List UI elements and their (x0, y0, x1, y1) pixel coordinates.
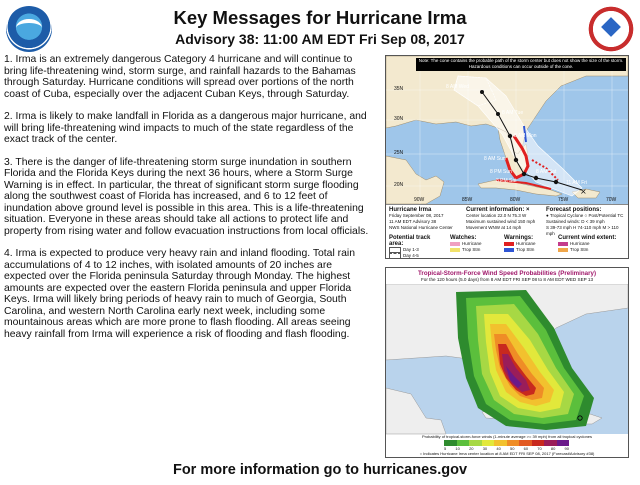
key-message-1: 1. Irma is an extremely dangerous Category 4 hurricane and will continue to bring life-threatening wind, storm surge, and rainfall hazards to the Bahamas through Saturday. Hurricane conditions will spread over portions of the north coast of Cuba, especially over the adjacent Cuban Keys, through Saturday. (4, 54, 356, 100)
issue-line: NWS National Hurricane Center (389, 225, 453, 230)
wind-footer-line: Probability of tropical-storm-force winds (1-minute average >= 39 mph) from all tropical cyclones (421, 434, 593, 439)
page-title: Key Messages for Hurricane Irma (173, 7, 467, 28)
colorbar-tick: 90 (564, 446, 569, 451)
colorbar-tick: 10 (455, 446, 460, 451)
track-label: 8 AM Mon (514, 133, 537, 139)
lon-label: 90W (414, 197, 425, 203)
probability-colorbar-ticks (444, 446, 569, 451)
key-message-2: 2. Irma is likely to make landfall in Florida as a dangerous major hurricane, and will bring life-threatening wind impacts to much of the state regardless of the exact track of the center. (4, 111, 367, 145)
wind-extent-title: Current wind extent: (558, 235, 617, 241)
issue-line: 11 AM EDT Advisory 38 (389, 219, 437, 224)
track-label: 8 AM Wed (446, 84, 469, 90)
cone-legend (386, 204, 628, 259)
nws-logo (588, 6, 634, 52)
forecast-line: Sustained winds: D < 39 mph (546, 219, 605, 224)
track-area-title: Potential track area: (389, 235, 431, 247)
forecast-cone-map (385, 55, 629, 259)
colorbar-tick: 20 (469, 446, 474, 451)
wind-footer-line: ○ Indicates Hurricane Irma center location at 8 AM EDT FRI SEP 08, 2017 (Forecast/Advisory #38) (419, 451, 595, 456)
track-label: 8 PM Sat (496, 178, 517, 184)
current-info-line: Center location 22.0 N 75.3 W (466, 213, 527, 218)
colorbar-tick: 30 (482, 446, 488, 451)
wind-probability-map (385, 267, 629, 458)
colorbar-tick: 60 (523, 446, 529, 451)
warnings-title: Warnings: (504, 235, 534, 241)
track-area-day13: Day 1-3 (403, 247, 419, 253)
key-message-3: 3. There is the danger of life-threatening storm surge inundation in southern Florida and the Florida Keys during the next 36 hours, where a Storm Surge Warning is in effect. In particular, the threat of significant storm surge flooding along the southwest coast of Florida has increased, and 6 to 12 feet of inundation above ground level is possible in this area. This is a life-threatening situation. Everyone in these areas should take all actions to protect life and property from rising water and follow evacuation instructions from local officials. (4, 156, 369, 237)
issue-line: Friday September 08, 2017 (389, 213, 444, 218)
watches-title: Watches: (450, 235, 477, 241)
colorbar-tick: 70 (537, 446, 542, 451)
advisory-subtitle: Advisory 38: 11:00 AM EDT Fri Sep 08, 2017 (175, 31, 465, 47)
key-messages (4, 54, 374, 351)
watch-tropical-storm: Trop Stm (462, 247, 481, 252)
lat-label: 25N (394, 150, 404, 156)
footer-link-text: For more information go to hurricanes.gov (172, 462, 468, 478)
warning-hurricane: Hurricane (516, 241, 536, 246)
lon-label: 70W (606, 197, 617, 203)
track-area-day45: Day 4-5 (403, 253, 419, 259)
cone-note: Note: The cone contains the probable path of the storm center but does not show the size of the storm. Hazardous conditions can occur outside of the cone. (416, 58, 626, 71)
lat-label: 30N (394, 116, 404, 122)
wind-probability-subtitle: For the 120 hours (5.0 days) from 8 AM EDT FRI SEP 08 to 8 AM EDT WED SEP 13 (421, 277, 593, 282)
colorbar-tick: 40 (496, 446, 501, 451)
noaa-logo (6, 6, 52, 52)
colorbar-tick: 50 (509, 446, 515, 451)
lon-label: 85W (462, 197, 473, 203)
colorbar-tick: 5 (444, 446, 447, 451)
track-label: 8 PM Sun (490, 169, 512, 175)
warning-tropical-storm: Trop Stm (516, 247, 535, 252)
key-message-4: 4. Irma is expected to produce very heavy rain and inland flooding. Total rain accumulations of 4 to 12 inches, with isolated amounts of 20 inches are expected over the Florida peninsula Saturday through Monday. The highest amounts are expected over the eastern Florida peninsula and upper Florida Keys. Irma will likely bring periods of heavy rain to much of Georgia, South Carolina, and western North Carolina early next week, including some mountainous areas which are more prone to flash flooding. All areas seeing heavy rainfall from Irma will experience a risk of flooding and flash flooding. (4, 248, 355, 340)
lon-label: 75W (558, 197, 569, 203)
lon-label: 80W (510, 197, 521, 203)
track-label: 8 AM Sun (484, 156, 506, 162)
colorbar-tick: 80 (550, 446, 556, 451)
current-info-title: Current information: × (466, 207, 530, 213)
forecast-line: ● Tropical Cyclone ○ Post/Potential TC (546, 213, 624, 218)
extent-hurricane: Hurricane (570, 241, 590, 246)
forecast-positions-title: Forecast positions: (546, 207, 602, 213)
watch-hurricane: Hurricane (462, 241, 482, 246)
svg-text:×: × (580, 187, 587, 196)
track-label: 11 AM Fri (566, 180, 588, 186)
extent-tropical-storm: Trop Stm (570, 247, 589, 252)
forecast-line: S 39-73 mph H 74-110 mph M > 110 mph (546, 225, 619, 236)
wind-probability-title: Tropical-Storm-Force Wind Speed Probabilities (Preliminary) (417, 270, 597, 277)
storm-name: Hurricane Irma (389, 207, 432, 213)
track-label: 8 AM Sat (536, 169, 557, 175)
current-info-line: Movement WNW at 14 mph (466, 225, 522, 230)
current-info-line: Maximum sustained wind 150 mph (466, 219, 536, 224)
track-label: 8 AM Tue (502, 110, 524, 116)
wind-map-graphic (386, 268, 628, 457)
lat-label: 20N (394, 182, 404, 188)
lat-label: 35N (394, 86, 404, 92)
